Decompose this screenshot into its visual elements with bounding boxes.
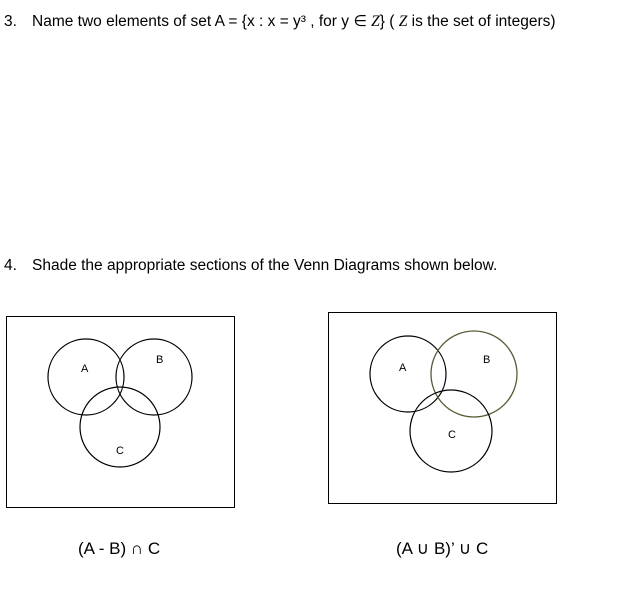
venn-2-caption: (A ∪ B)’ ∪ C <box>396 539 489 558</box>
question-text-middle: } ( <box>379 13 399 30</box>
label-c: C <box>116 445 124 457</box>
venn-diagram-1 <box>6 316 235 508</box>
label-b: B <box>483 354 491 366</box>
question-text: Shade the appropriate sections of the Venn Diagrams shown below. <box>32 257 498 274</box>
circle-a <box>370 336 446 412</box>
question-text: Name two elements of set A = {x : x = y³ , for y ∈ <box>32 13 372 30</box>
circle-b <box>431 331 517 417</box>
integer-set-symbol: Z <box>371 13 380 30</box>
venn-diagram-2 <box>328 312 557 504</box>
venn-1-caption: (A - B) ∩ C <box>78 539 161 558</box>
question-number: 3. <box>4 13 17 30</box>
question-number: 4. <box>4 257 17 274</box>
universal-set-rect <box>7 317 236 509</box>
label-a: A <box>81 363 89 375</box>
question-text-end: is the set of integers) <box>407 13 556 30</box>
label-b: B <box>156 354 164 366</box>
label-a: A <box>399 362 407 374</box>
integer-set-symbol: Z <box>398 13 408 30</box>
circle-a <box>48 339 124 415</box>
question-4 <box>4 258 497 274</box>
venn-diagram-2-canvas <box>329 313 558 505</box>
question-3 <box>4 14 556 30</box>
circle-b <box>116 339 192 415</box>
label-c: C <box>448 429 456 441</box>
venn-diagram-1-canvas <box>7 317 236 509</box>
